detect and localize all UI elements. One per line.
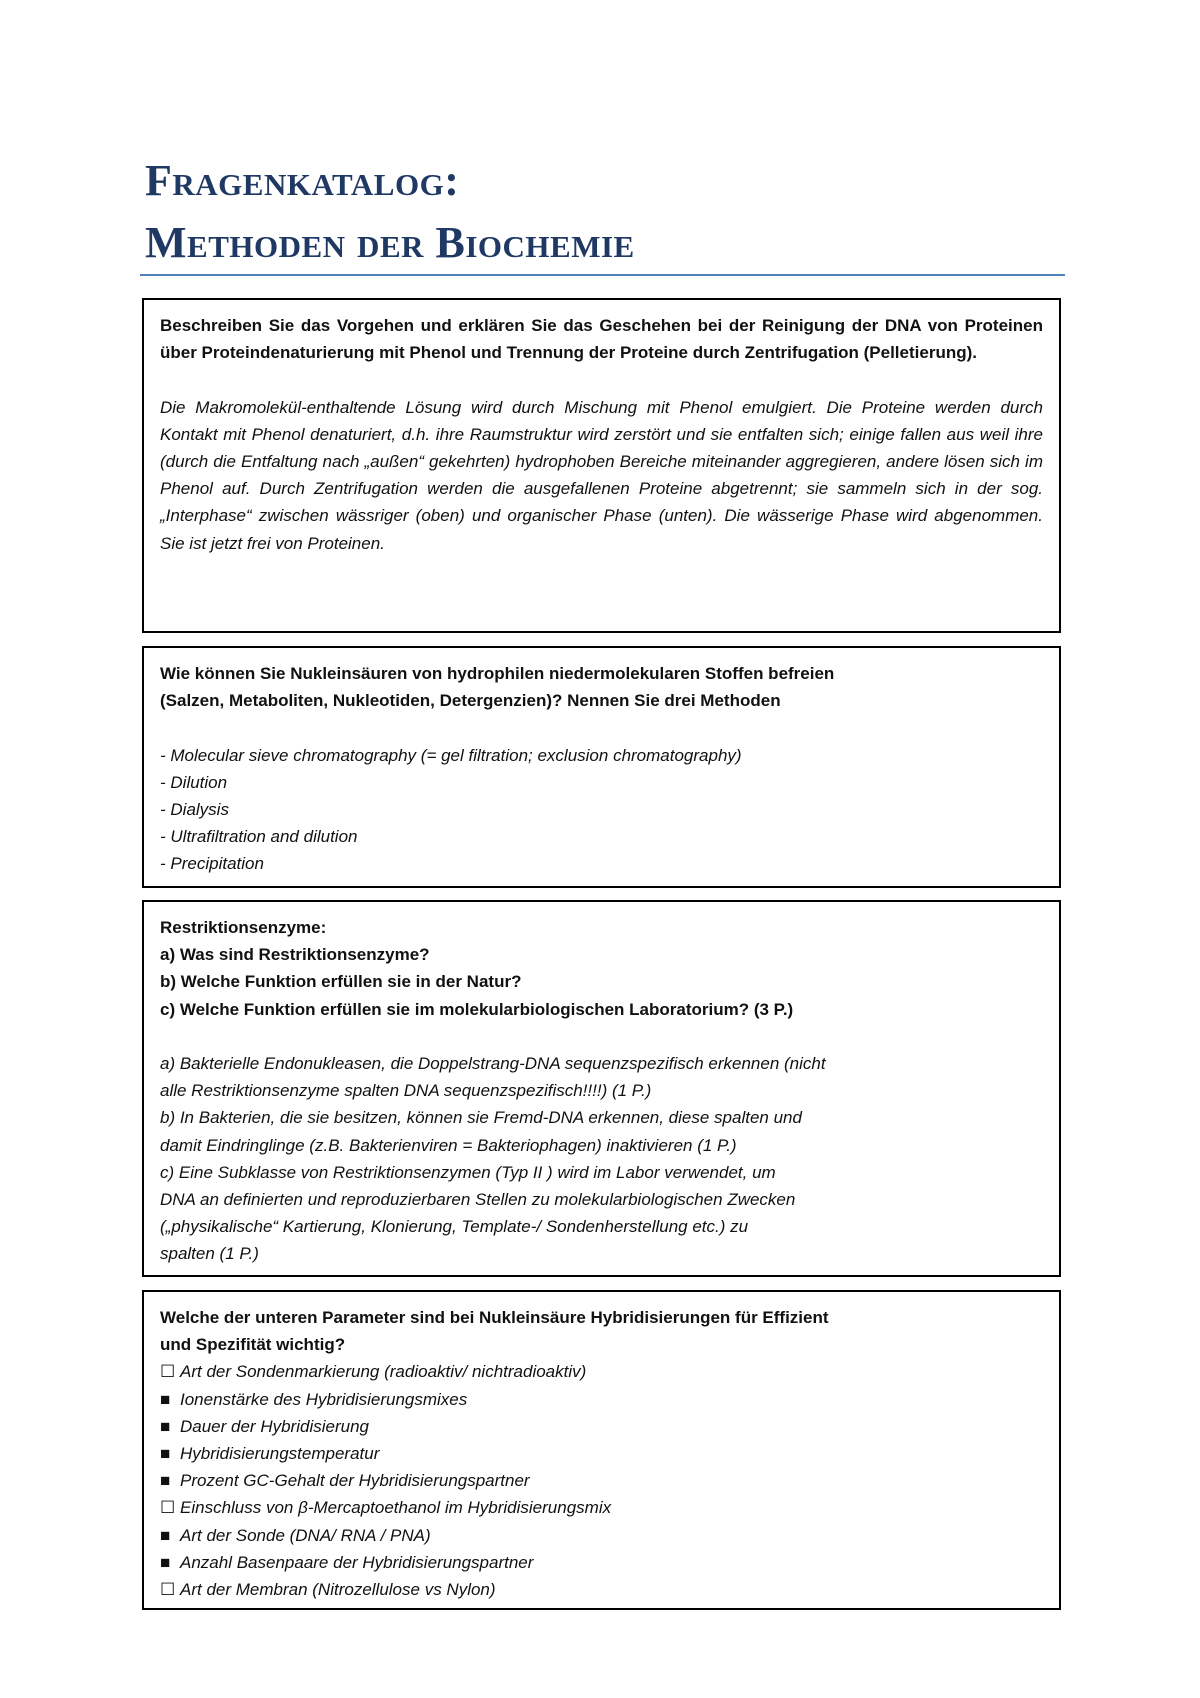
option-item: [160, 1413, 1043, 1440]
checkbox-checked-icon: ■: [160, 1552, 171, 1572]
answer-item: - Dialysis: [160, 800, 229, 819]
answer-list: [160, 742, 1043, 878]
checkbox-checked-icon: ■: [160, 1444, 171, 1464]
question-text: [160, 1304, 1043, 1358]
option-item: [160, 1576, 1043, 1603]
option-label: Dauer der Hybridisierung: [180, 1416, 369, 1436]
question-line: c) Welche Funktion erfüllen sie im molekularbiologischen Laboratorium? (3 P.): [160, 999, 794, 1019]
checkbox-checked-icon: ■: [160, 1525, 171, 1545]
answer-line: spalten (1 P.): [160, 1244, 259, 1264]
option-item: [160, 1386, 1043, 1413]
checkbox-checked-icon: ■: [160, 1471, 171, 1491]
question-line: und Spezifität wichtig?: [160, 1335, 346, 1355]
question-box-1: [142, 298, 1061, 633]
question-line: (Salzen, Metaboliten, Nukleotiden, Detergenzien)? Nennen Sie drei Methoden: [160, 691, 781, 711]
question-box-3: [142, 900, 1061, 1277]
title-line-2: Methoden der Biochemie: [145, 218, 635, 267]
option-list: [160, 1358, 1043, 1603]
question-box-4: [142, 1290, 1061, 1610]
answer-line: („physikalische“ Kartierung, Klonierung, Template-/ Sondenherstellung etc.) zu: [160, 1217, 749, 1237]
option-label: Hybridisierungstemperatur: [180, 1444, 380, 1464]
question-line: Restriktionsenzyme:: [160, 918, 327, 937]
option-item: [160, 1467, 1043, 1494]
answer-line: alle Restriktionsenzyme spalten DNA sequenzspezifisch!!!!) (1 P.): [160, 1081, 652, 1101]
option-item: [160, 1440, 1043, 1467]
option-label: Ionenstärke des Hybridisierungsmixes: [180, 1389, 468, 1409]
answer-item: - Dilution: [160, 772, 228, 792]
checkbox-icon: ☐: [160, 1362, 176, 1382]
title-rule: [140, 274, 1065, 276]
question-box-2: [142, 646, 1061, 888]
option-item: [160, 1358, 1043, 1385]
option-label: Prozent GC-Gehalt der Hybridisierungspartner: [180, 1471, 530, 1491]
answer-text: [160, 1050, 1043, 1268]
option-item: [160, 1522, 1043, 1549]
checkbox-checked-icon: ■: [160, 1416, 171, 1436]
answer-line: damit Eindringlinge (z.B. Bakterienviren = Bakteriophagen) inaktivieren (1 P.): [160, 1135, 737, 1155]
title-line-1: Fragenkatalog:: [145, 156, 460, 205]
option-label: Art der Sondenmarkierung (radioaktiv/ nichtradioaktiv): [180, 1362, 587, 1382]
question-line: b) Welche Funktion erfüllen sie in der Natur?: [160, 972, 522, 992]
option-label: Art der Sonde (DNA/ RNA / PNA): [180, 1525, 431, 1545]
question-line: Welche der unteren Parameter sind bei Nukleinsäure Hybridisierungen für Effizient: [160, 1308, 829, 1327]
checkbox-icon: ☐: [160, 1498, 176, 1518]
answer-line: DNA an definierten und reproduzierbaren Stellen zu molekularbiologischen Zwecken: [160, 1190, 796, 1210]
checkbox-icon: ☐: [160, 1580, 176, 1600]
answer-line: a) Bakterielle Endonukleasen, die Doppelstrang-DNA sequenzspezifisch erkennen (nicht: [160, 1054, 826, 1073]
question-text: [160, 660, 1043, 714]
option-label: Anzahl Basenpaare der Hybridisierungspartner: [180, 1552, 534, 1572]
option-label: Art der Membran (Nitrozellulose vs Nylon): [180, 1580, 496, 1600]
answer-line: b) In Bakterien, die sie besitzen, können sie Fremd-DNA erkennen, diese spalten und: [160, 1108, 802, 1128]
option-label: Einschluss von β-Mercaptoethanol im Hybridisierungsmix: [180, 1498, 612, 1518]
checkbox-checked-icon: ■: [160, 1389, 171, 1409]
option-item: [160, 1549, 1043, 1576]
page-title: [145, 150, 1065, 274]
question-line: Wie können Sie Nukleinsäuren von hydrophilen niedermolekularen Stoffen befreien: [160, 664, 835, 683]
question-text: [160, 914, 1043, 1023]
answer-item: - Molecular sieve chromatography (= gel filtration; exclusion chromatography): [160, 745, 742, 765]
answer-text: Die Makromolekül-enthaltende Lösung wird durch Mischung mit Phenol emulgiert. Die Proteine werden durch Kontakt mit Phenol denaturiert, d.h. ihre Raumstruktur wird zerstört und sie entfalten sich; einige fallen aus weil ihre (durch die Entfaltung nach „außen“ gekehrten) hydrophoben Bereiche miteinander aggregieren, andere lösen sich im Phenol auf. Durch Zentrifugation werden die ausgefallenen Proteine abgetrennt; sie sammeln sich in der sog. „Interphase“ zwischen wässriger (oben) und organischer Phase (unten). Die wässerige Phase wird abgenommen. Sie ist jetzt frei von Proteinen.: [160, 397, 1043, 553]
question-line: a) Was sind Restriktionsenzyme?: [160, 945, 430, 965]
answer-item: - Precipitation: [160, 854, 264, 874]
answer-line: c) Eine Subklasse von Restriktionsenzymen (Typ II ) wird im Labor verwendet, um: [160, 1162, 776, 1182]
question-text: Beschreiben Sie das Vorgehen und erklären Sie das Geschehen bei der Reinigung der DNA von Proteinen über Proteindenaturierung mit Phenol und Trennung der Proteine durch Zentrifugation (Pelletierung).: [160, 316, 1043, 363]
answer-item: - Ultrafiltration and dilution: [160, 827, 358, 847]
option-item: [160, 1494, 1043, 1521]
